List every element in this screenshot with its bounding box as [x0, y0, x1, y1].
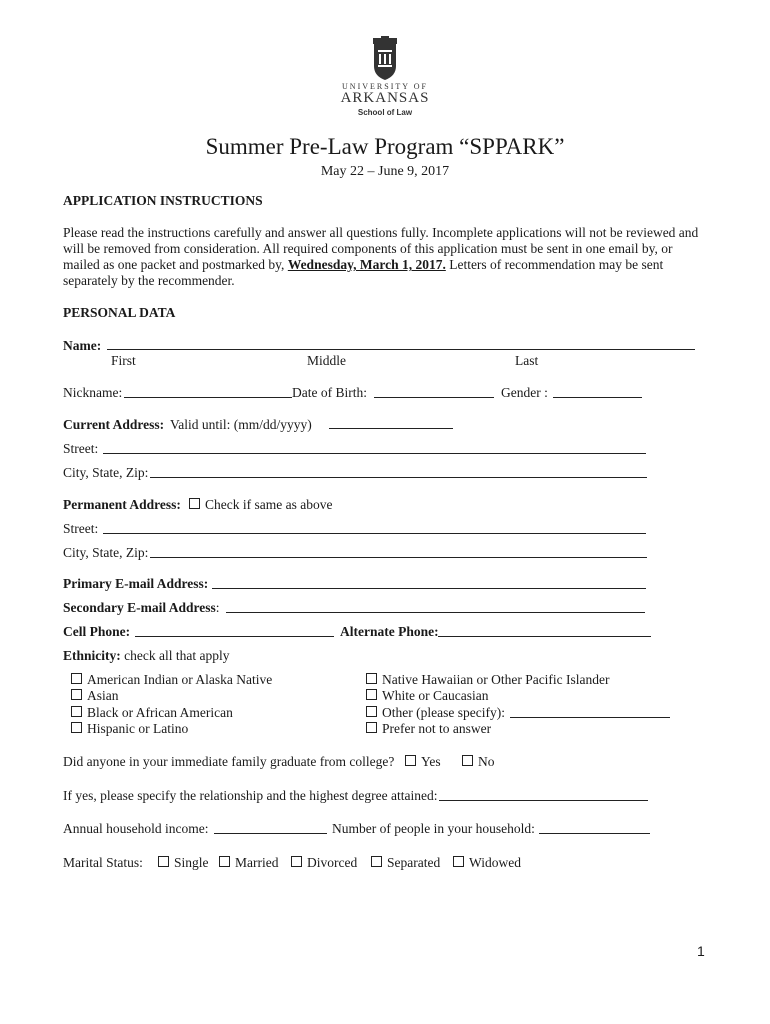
deadline-date: Wednesday, March 1, 2017. — [287, 257, 446, 272]
same-as-above-label: Check if same as above — [205, 497, 333, 512]
logo-university-of: UNIVERSITY OF — [342, 82, 428, 91]
ethnicity-option-label: Hispanic or Latino — [87, 721, 189, 736]
yes-label: Yes — [421, 754, 441, 769]
ethnicity-option-black[interactable] — [71, 705, 233, 721]
marital-option-label: Single — [174, 855, 209, 870]
checkbox-icon — [158, 856, 169, 867]
permanent-street-field[interactable] — [103, 521, 646, 534]
marital-option-label: Widowed — [469, 855, 521, 870]
ethnicity-option-label: Asian — [87, 688, 119, 703]
ethnicity-option-asian[interactable] — [71, 688, 119, 704]
current-city-field[interactable] — [150, 465, 647, 478]
household-label: Number of people in your household: — [332, 821, 535, 836]
nickname-label: Nickname: — [63, 385, 123, 400]
checkbox-icon — [189, 498, 200, 509]
relationship-question: If yes, please specify the relationship and the highest degree attained: — [63, 788, 438, 803]
checkbox-icon — [71, 722, 82, 733]
page-title: Summer Pre-Law Program “SPPARK” — [205, 134, 565, 159]
ethnicity-other-field[interactable] — [510, 705, 670, 718]
checkbox-icon — [71, 706, 82, 717]
page-number: 1 — [697, 943, 705, 959]
cell-phone-field[interactable] — [135, 624, 334, 637]
secondary-email-label — [63, 600, 220, 616]
secondary-email-colon: : — [215, 600, 220, 615]
ethnicity-option-native-hawaiian[interactable] — [366, 672, 610, 688]
instructions-line-4: separately by the recommender. — [63, 273, 235, 288]
instructions-line-3-pre: mailed as one packet and postmarked by, — [63, 257, 288, 272]
ethnicity-option-label: Native Hawaiian or Other Pacific Islander — [382, 672, 610, 687]
family-college-question: Did anyone in your immediate family graduate from college? — [63, 754, 395, 769]
checkbox-icon — [219, 856, 230, 867]
ethnicity-option-label: Black or African American — [87, 705, 233, 720]
permanent-city-label: City, State, Zip: — [63, 545, 149, 560]
marital-option-label: Divorced — [307, 855, 358, 870]
permanent-address-label: Permanent Address: — [63, 497, 181, 512]
instructions-line-3-post: Letters of recommendation may be sent — [445, 257, 664, 272]
checkbox-icon — [291, 856, 302, 867]
instructions-line-3 — [63, 257, 663, 273]
same-as-above-checkbox[interactable] — [189, 497, 332, 513]
instructions-line-1: Please read the instructions carefully and answer all questions fully. Incomplete applications will not be reviewed and — [63, 225, 699, 240]
checkbox-icon — [371, 856, 382, 867]
secondary-email-text: Secondary E-mail Address — [63, 600, 216, 615]
marital-option-married[interactable] — [219, 855, 278, 871]
checkbox-icon — [366, 722, 377, 733]
personal-data-heading: PERSONAL DATA — [63, 305, 176, 320]
marital-option-widowed[interactable] — [453, 855, 521, 871]
nickname-field[interactable] — [124, 385, 292, 398]
checkbox-icon — [366, 689, 377, 700]
current-street-field[interactable] — [103, 441, 646, 454]
checkbox-icon — [405, 755, 416, 766]
ethnicity-option-white[interactable] — [366, 688, 488, 704]
name-label: Name: — [63, 338, 102, 353]
permanent-street-label: Street: — [63, 521, 99, 536]
ethnicity-option-label: Prefer not to answer — [382, 721, 492, 736]
primary-email-field[interactable] — [212, 576, 646, 589]
relationship-field[interactable] — [439, 788, 648, 801]
ethnicity-hint: check all that apply — [124, 648, 230, 663]
ethnicity-option-hispanic[interactable] — [71, 721, 188, 737]
family-college-yes[interactable] — [405, 754, 441, 770]
name-middle-caption: Middle — [307, 353, 346, 368]
valid-until-field[interactable] — [329, 416, 453, 429]
ethnicity-option-label: White or Caucasian — [382, 688, 489, 703]
name-first-caption: First — [111, 353, 136, 368]
family-college-no[interactable] — [462, 754, 495, 770]
instructions-line-2: will be removed from consideration. All required components of this application must be sent in one email by, or — [63, 241, 673, 256]
name-last-caption: Last — [515, 353, 539, 368]
permanent-city-field[interactable] — [150, 545, 647, 558]
ethnicity-option-other[interactable] — [366, 705, 505, 721]
ethnicity-option-label: Other (please specify): — [382, 705, 505, 720]
program-dates: May 22 – June 9, 2017 — [320, 164, 450, 179]
checkbox-icon — [366, 706, 377, 717]
no-label: No — [478, 754, 495, 769]
instructions-heading: APPLICATION INSTRUCTIONS — [63, 193, 263, 208]
household-field[interactable] — [539, 821, 650, 834]
checkbox-icon — [71, 689, 82, 700]
dob-label: Date of Birth: — [292, 385, 367, 400]
checkbox-icon — [462, 755, 473, 766]
gender-label: Gender : — [501, 385, 548, 400]
logo-arkansas: ARKANSAS — [340, 90, 430, 106]
ethnicity-label-text: Ethnicity: — [63, 648, 121, 663]
ethnicity-option-prefer-not[interactable] — [366, 721, 491, 737]
income-label: Annual household income: — [63, 821, 209, 836]
marital-option-single[interactable] — [158, 855, 209, 871]
ethnicity-option-american-indian[interactable] — [71, 672, 272, 688]
current-street-label: Street: — [63, 441, 99, 456]
income-field[interactable] — [214, 821, 327, 834]
primary-email-label: Primary E-mail Address: — [63, 576, 209, 591]
alternate-phone-field[interactable] — [438, 624, 651, 637]
logo-school-of-law: School of Law — [357, 108, 413, 117]
marital-option-label: Separated — [387, 855, 441, 870]
ethnicity-label — [63, 648, 229, 664]
checkbox-icon — [71, 673, 82, 684]
secondary-email-field[interactable] — [226, 600, 645, 613]
dob-field[interactable] — [374, 385, 494, 398]
marital-option-label: Married — [235, 855, 279, 870]
checkbox-icon — [366, 673, 377, 684]
checkbox-icon — [453, 856, 464, 867]
gender-field[interactable] — [553, 385, 642, 398]
name-field[interactable] — [107, 337, 695, 350]
marital-status-label: Marital Status: — [63, 855, 143, 870]
marital-option-divorced[interactable] — [291, 855, 357, 871]
valid-until-label: Valid until: (mm/dd/yyyy) — [170, 417, 312, 432]
university-seal-icon — [370, 36, 400, 80]
cell-phone-label: Cell Phone: — [63, 624, 131, 639]
current-city-label: City, State, Zip: — [63, 465, 149, 480]
current-address-label: Current Address: — [63, 417, 165, 432]
marital-option-separated[interactable] — [371, 855, 440, 871]
ethnicity-option-label: American Indian or Alaska Native — [87, 672, 273, 687]
alternate-phone-label: Alternate Phone: — [340, 624, 439, 639]
